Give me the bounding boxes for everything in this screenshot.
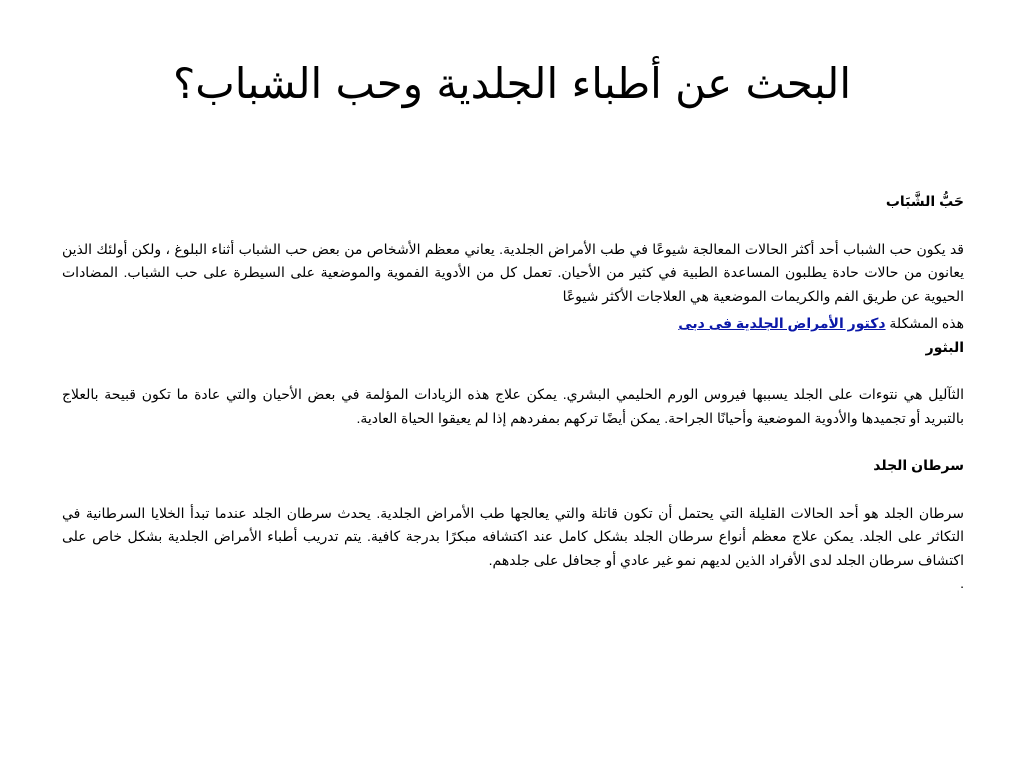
- acne-link-line: [62, 312, 964, 336]
- warts-paragraph: الثآليل هي نتوءات على الجلد يسببها فيروس الورم الحليمي البشري. يمكن علاج هذه الزيادات المؤلمة في بعض الأحيان والتي عادة ما تكون قبيحة بالعلاج بالتبريد أو تجميدها والأدوية الموضعية وأحيانًا الجراحة. يمكن أيضًا تركهم بمفردهم إذا لم يعيقوا الحياة العادية.: [62, 386, 964, 426]
- dermatologist-dubai-link[interactable]: دكتور الأمراض الجلدية فى دبى: [678, 315, 886, 331]
- spacer: [62, 430, 964, 454]
- spacer: [62, 214, 964, 238]
- warts-heading: البثور: [925, 338, 964, 355]
- acne-heading: حَبُّ الشَّبَاب: [885, 193, 964, 209]
- trailing-mark: .: [960, 575, 964, 591]
- acne-paragraph: قد يكون حب الشباب أحد أكثر الحالات المعالجة شيوعًا في طب الأمراض الجلدية. يعاني معظم الأشخاص من بعض حب الشباب أثناء البلوغ ، ولكن أولئك الذين يعانون من حالات حادة يطلبون المساعدة الطبية في كثير من الأحيان. تعمل كل من الأدوية الفموية والموضعية على السيطرة على حب الشباب. المضادات الحيوية عن طريق الفم والكريمات الموضعية هي العلاجات الأكثر شيوعًا: [62, 240, 964, 304]
- skin-cancer-heading: سرطان الجلد: [873, 457, 964, 473]
- link-prefix: هذه المشكلة: [889, 315, 964, 331]
- spacer: [62, 478, 964, 502]
- slide-title: البحث عن أطباء الجلدية وحب الشباب؟: [172, 59, 852, 108]
- slide-content: [62, 190, 964, 596]
- skin-cancer-paragraph: سرطان الجلد هو أحد الحالات القليلة التي يحتمل أن تكون قاتلة والتي يعالجها طب الأمراض الجلدية. يحدث سرطان الجلد عندما تبدأ الخلايا السرطانية في التكاثر على الجلد. يمكن علاج معظم أنواع سرطان الجلد بشكل كامل عند اكتشافه مبكرًا بدرجة كافية. يتم تدريب أطباء الأمراض الجلدية بشكل خاص على اكتشاف سرطان الجلد لدى الأفراد الذين لديهم نمو غير عادي أو جحافل على جلدهم.: [62, 504, 964, 568]
- spacer: [62, 359, 964, 383]
